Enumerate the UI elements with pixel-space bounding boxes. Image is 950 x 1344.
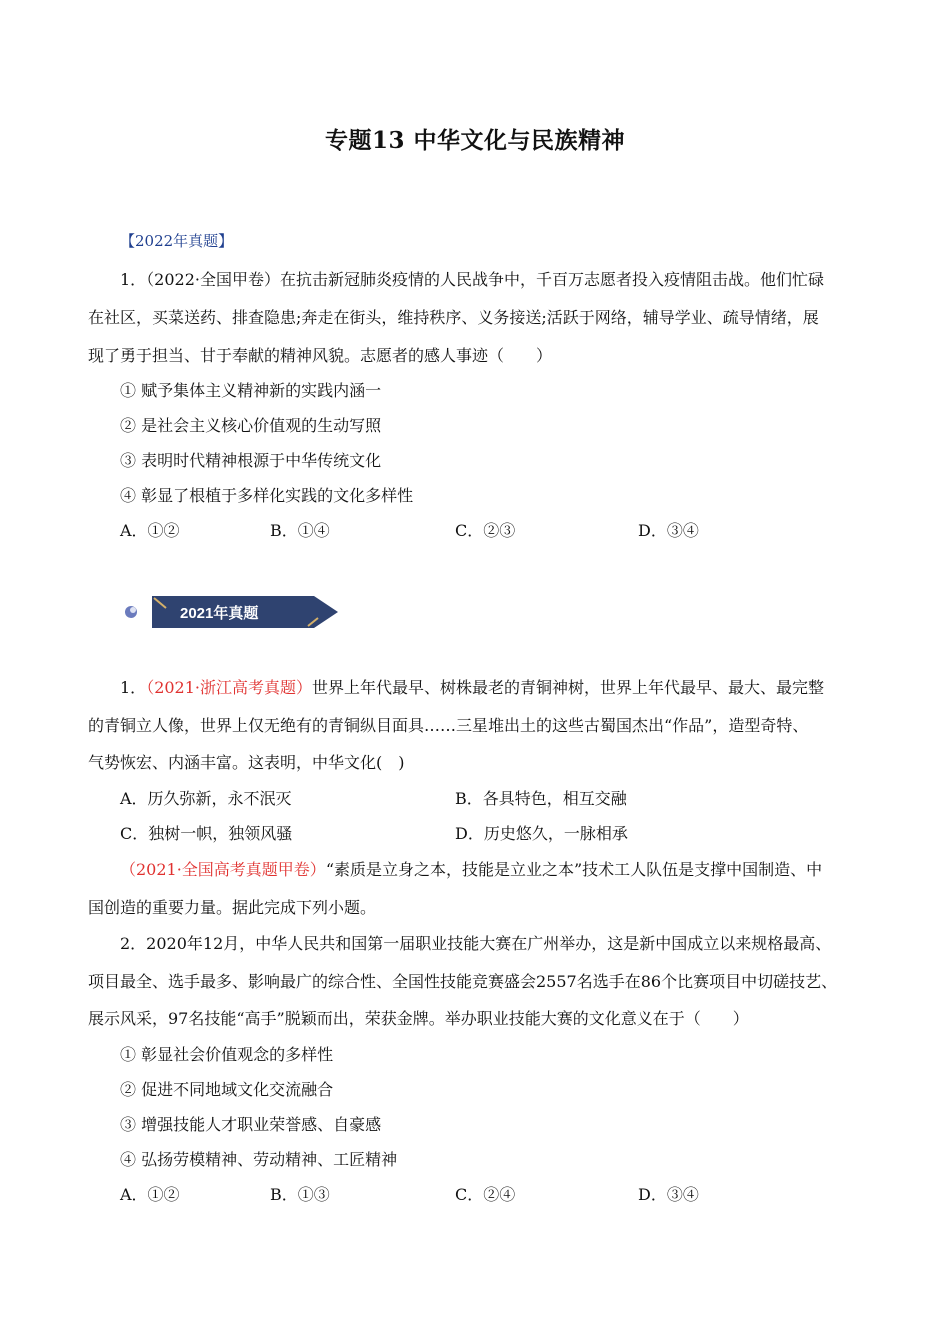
statement-item: ④ 彰显了根植于多样化实践的文化多样性 [120,486,414,505]
option-d: D．历史悠久，一脉相承 [455,824,628,843]
option-d: D．③④ [638,521,699,540]
option-a: A．①② [120,1185,180,1204]
question-number: 1． [120,678,147,697]
question-text: 1．（2022·全国甲卷）在抗击新冠肺炎疫情的人民战争中，千百万志愿者投入疫情阻击战。他们忙碌 [120,270,824,289]
question-text: 项目最全、选手最多、影响最广的综合性、全国性技能竞赛盛会2557名选手在86个比赛项目中切磋技艺、 [88,972,838,991]
page-title: 专题13 中华文化与民族精神 [324,127,625,154]
banner-label: 2021年真题 [180,605,259,622]
option-a: A．①② [120,521,180,540]
intro-text-rest: “素质是立身之本，技能是立业之本”技术工人队伍是支撑中国制造、中 [325,860,823,879]
option-d: D．③④ [638,1185,699,1204]
statement-item: ③ 表明时代精神根源于中华传统文化 [120,451,382,470]
question-text: 在社区，买菜送药、排查隐患;奔走在街头，维持秩序、义务接送;活跃于网络，辅导学业、疏导情绪，展 [88,308,819,327]
option-c: C．②④ [455,1185,516,1204]
statement-item: ④ 弘扬劳模精神、劳动精神、工匠精神 [120,1150,398,1169]
option-a: A．历久弥新，永不泯灭 [120,789,292,808]
statement-item: ① 赋予集体主义精神新的实践内涵一 [120,381,382,400]
question-text: 现了勇于担当、甘于奉献的精神风貌。志愿者的感人事迹（ ） [88,346,553,365]
option-c: C．独树一帜，独领风骚 [120,824,293,843]
banner-ribbon-icon [122,594,342,630]
question-text: 气势恢宏、内涵丰富。这表明，中华文化( ) [88,753,405,772]
question-text: 展示风采，97名技能“高手”脱颖而出，荣获金牌。举办职业技能大赛的文化意义在于（ ） [88,1009,749,1028]
statement-item: ② 是社会主义核心价值观的生动写照 [120,416,382,435]
option-b: B．各具特色，相互交融 [455,789,627,808]
statement-item: ③ 增强技能人才职业荣誉感、自豪感 [120,1115,382,1134]
option-b: B．①③ [270,1185,330,1204]
question-text-rest: 世界上年代最早、树株最老的青铜神树，世界上年代最早、最大、最完整 [312,678,825,697]
intro-source: （2021·全国高考真题甲卷） [120,860,326,879]
statement-item: ① 彰显社会价值观念的多样性 [120,1045,334,1064]
intro-text: 国创造的重要力量。据此完成下列小题。 [88,898,377,917]
question-text: 的青铜立人像，世界上仅无绝有的青铜纵目面具……三星堆出土的这些古蜀国杰出“作品”，造型奇特、 [88,716,809,735]
question-source: （2021·浙江高考真题） [146,678,312,697]
question-text [120,675,824,698]
option-b: B．①④ [270,521,330,540]
option-c: C．②③ [455,521,516,540]
intro-text [120,857,822,880]
statement-item: ② 促进不同地域文化交流融合 [120,1080,334,1099]
section-banner-2021 [122,594,342,630]
question-text: 2．2020年12月，中华人民共和国第一届职业技能大赛在广州举办，这是新中国成立以来规格最高、 [120,934,832,953]
section-heading-2022: 【2022年真题】 [120,232,234,250]
